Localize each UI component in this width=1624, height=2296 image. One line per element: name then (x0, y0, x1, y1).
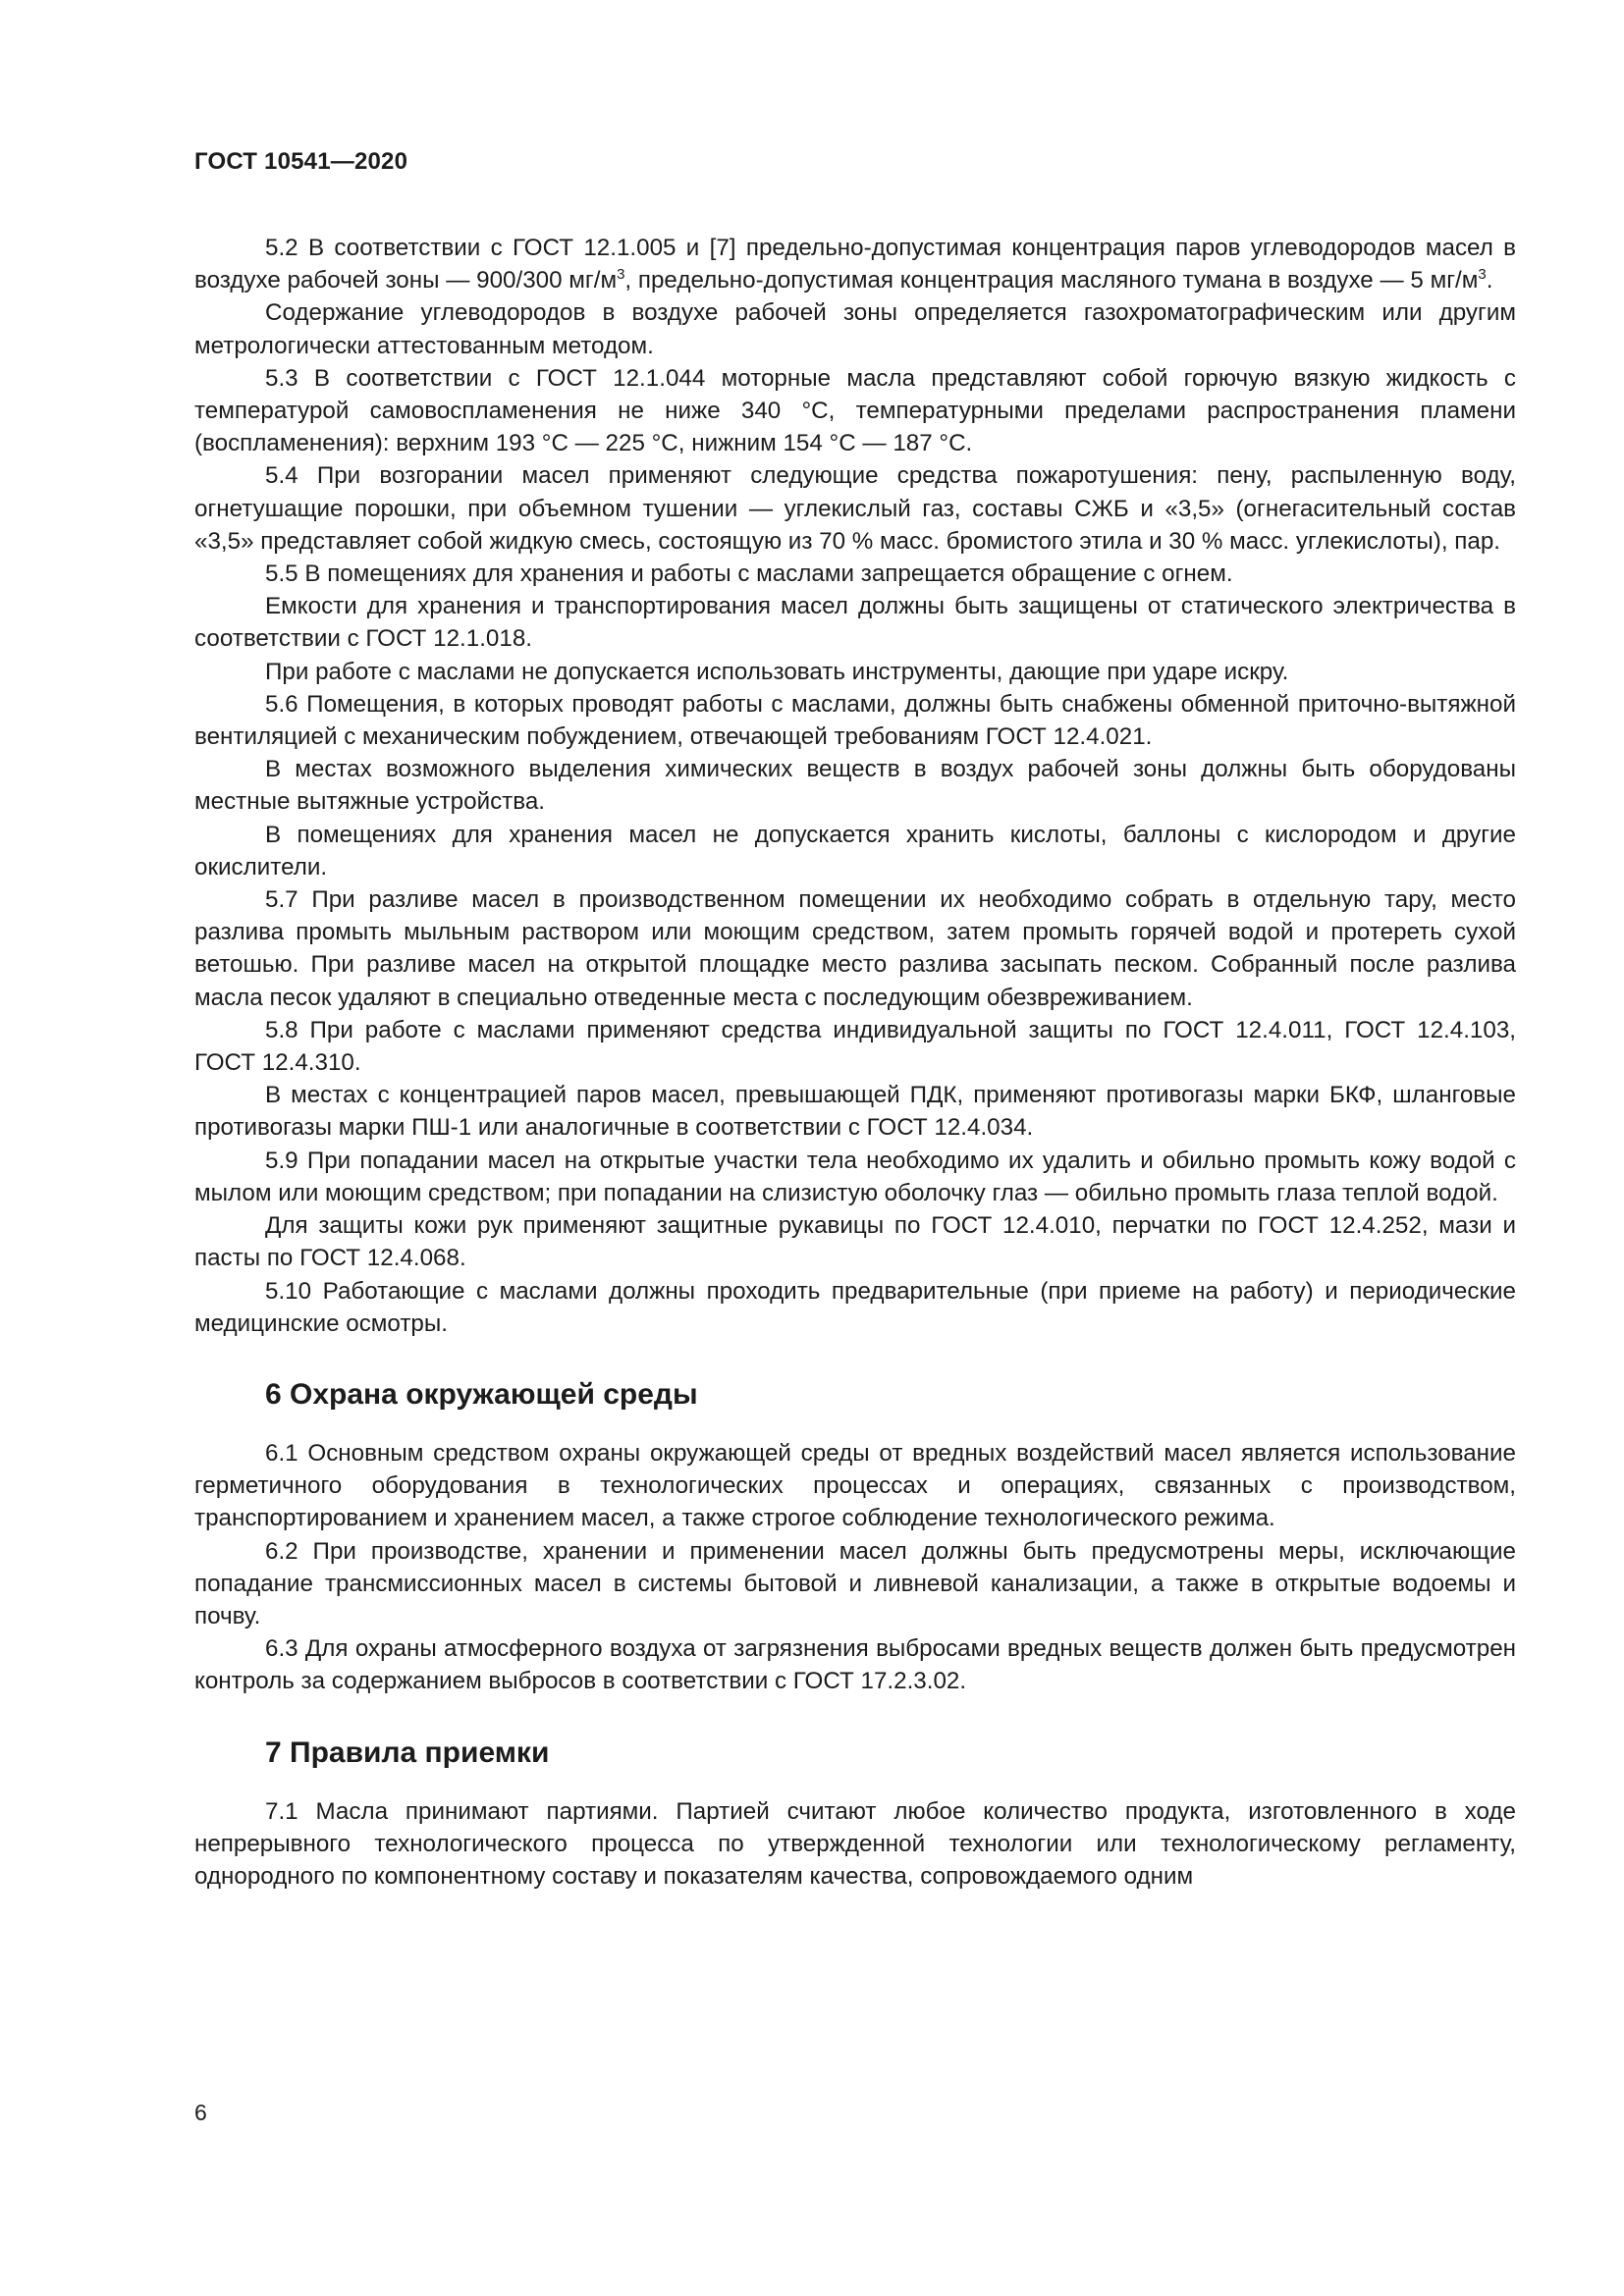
paragraph-5-3: 5.3 В соответствии с ГОСТ 12.1.044 моторные масла представляют собой горючую вязкую жидкость с температурой самовоспламенения не ниже 340 °С, температурными пределами распространения пламени (воспламенения): верхним 193 °С — 225 °С, нижним 154 °С — 187 °С. (194, 364, 1516, 457)
paragraph-5-4: 5.4 При возгорании масел применяют следующие средства пожаротушения: пену, распыленную воду, огнетушащие порошки, при объемном тушении — углекислый газ, составы СЖБ и «3,5» (огнегасительный состав «3,5» представляет собой жидкую смесь, состоящую из 70 % масс. бромистого этила и 30 % масс. углекислоты), пар. (194, 462, 1516, 555)
paragraph: Для защиты кожи рук применяют защитные рукавицы по ГОСТ 12.4.010, перчатки по ГОСТ 12.4.252, мази и пасты по ГОСТ 12.4.068. (194, 1212, 1516, 1272)
section-6 (194, 1377, 1516, 1698)
paragraph-5-10: 5.10 Работающие с маслами должны проходить предварительные (при приеме на работу) и периодические медицинские осмотры. (194, 1277, 1516, 1337)
paragraph-5-7: 5.7 При разливе масел в производственном помещении их необходимо собрать в отдельную тару, место разлива промыть мыльным раствором или моющим средством, затем промыть горячей водой и протереть сухой ветошью. При разливе масел на открытой площадке место разлива засыпать песком. Собранный после разлива масла песок удаляют в специально отведенные места с последующим обезвреживанием. (194, 886, 1516, 1011)
page-number: 6 (194, 2100, 207, 2125)
paragraph: В местах возможного выделения химических веществ в воздух рабочей зоны должны быть оборудованы местные вытяжные устройства. (194, 756, 1516, 816)
section-7 (194, 1735, 1516, 1894)
paragraph-5-6: 5.6 Помещения, в которых проводят работы с маслами, должны быть снабжены обменной приточно-вытяжной вентиляцией с механическим побуждением, отвечающей требованиям ГОСТ 12.4.021. (194, 690, 1516, 751)
paragraph-5-8: 5.8 При работе с маслами применяют средства индивидуальной защиты по ГОСТ 12.4.011, ГОСТ 12.4.103, ГОСТ 12.4.310. (194, 1016, 1516, 1077)
section-heading: 6 Охрана окружающей среды (265, 1377, 698, 1411)
superscript: 3 (617, 266, 625, 284)
section-5 (194, 232, 1516, 1340)
paragraph-7-1: 7.1 Масла принимают партиями. Партией считают любое количество продукта, изготовленного в ходе непрерывного технологического процесса по утвержденной технологии или технологическому регламенту, однородного по компонентному составу и показателям качества, сопровождаемого одним (194, 1797, 1516, 1890)
paragraph: Содержание углеводородов в воздухе рабочей зоны определяется газохроматографическим или другим метрологически аттестованным методом. (194, 299, 1516, 359)
paragraph: Емкости для хранения и транспортирования масел должны быть защищены от статического электричества в соответствии с ГОСТ 12.1.018. (194, 593, 1516, 653)
paragraph-5-9: 5.9 При попадании масел на открытые участки тела необходимо их удалить и обильно промыть кожу водой с мылом или моющим средством; при попадании на слизистую оболочку глаз — обильно промыть глаза теплой водой. (194, 1147, 1516, 1206)
document-code: ГОСТ 10541—2020 (194, 148, 408, 175)
document-page (194, 147, 1516, 1893)
paragraph: При работе с маслами не допускается использовать инструменты, дающие при ударе искру. (265, 658, 1289, 685)
paragraph: В местах с концентрацией паров масел, превышающей ПДК, применяют противогазы марки БКФ, шланговые противогазы марки ПШ-1 или аналогичные в соответствии с ГОСТ 12.4.034. (194, 1082, 1516, 1142)
paragraph-5-5: 5.5 В помещениях для хранения и работы с маслами запрещается обращение с огнем. (265, 561, 1233, 588)
section-heading: 7 Правила приемки (265, 1735, 550, 1769)
paragraph-5-2: 5.2 В соответствии с ГОСТ 12.1.005 и [7] предельно-допустимая концентрация паров углеводородов масел в воздухе рабочей зоны — 900/300 $мг/м^3$, предельно-допустимая концентрация масляного тумана в воздухе — 5 $мг/м^3$. (194, 235, 1516, 294)
paragraph-6-2: 6.2 При производстве, хранении и применении масел должны быть предусмотрены меры, исключающие попадание трансмиссионных масел в системы бытовой и ливневой канализации, а также в открытые водоемы и почву. (194, 1537, 1516, 1629)
superscript: 3 (1478, 266, 1487, 284)
paragraph-6-1: 6.1 Основным средством охраны окружающей среды от вредных воздействий масел является использование герметичного оборудования в технологических процессах и операциях, связанных с производством, транспортированием и хранением масел, а также строгое соблюдение технологического режима. (194, 1439, 1516, 1532)
paragraph: В помещениях для хранения масел не допускается хранить кислоты, баллоны с кислородом и другие окислители. (194, 821, 1516, 881)
paragraph-6-3: 6.3 Для охраны атмосферного воздуха от загрязнения выбросами вредных веществ должен быть предусмотрен контроль за содержанием выбросов в соответствии с ГОСТ 17.2.3.02. (194, 1635, 1516, 1695)
